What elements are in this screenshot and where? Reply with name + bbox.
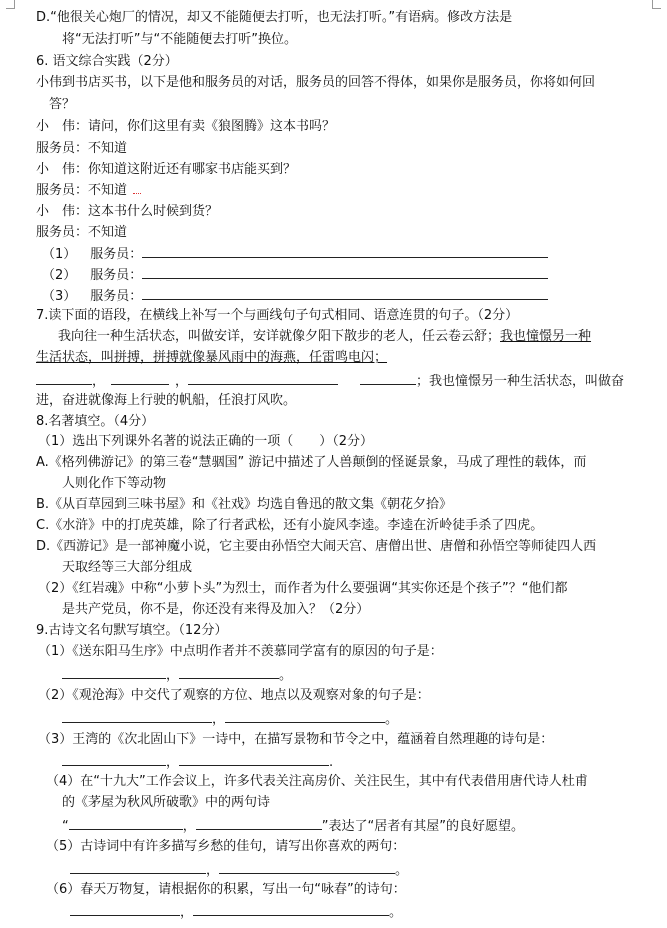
poem-blank[interactable] bbox=[70, 859, 206, 874]
comma: ， bbox=[166, 668, 180, 683]
q6-intro-text1: 小伟到书店买书，以下是他和服务员的对话，服务员的回答不得体，如果你是服务员，你将如何回 bbox=[36, 75, 596, 90]
dialog-text: 服务员：不知道 bbox=[36, 141, 128, 156]
q8-sub2-line1 bbox=[38, 579, 567, 599]
q9-sub-text: （1）《送东阳马生序》中点明作者并不羡慕同学富有的原因的句子是： bbox=[38, 644, 443, 659]
q9-sub5 bbox=[46, 837, 405, 857]
answer-label: 服务员： bbox=[90, 289, 143, 304]
poem-blank[interactable] bbox=[70, 901, 180, 916]
q6-answer-row bbox=[42, 243, 548, 265]
dialog-text: 小 伟：请问，你们这里有卖《狼图腾》这本书吗？ bbox=[36, 119, 336, 134]
period: 。 bbox=[279, 668, 293, 683]
dialog-line bbox=[36, 202, 218, 222]
separator: ， bbox=[175, 374, 189, 389]
quote-open: “ bbox=[62, 819, 69, 834]
q5-option-d-text1: D.“他很关心炮厂的情况，却又不能随便去打听，也无法打听。”有语病。修改方法是 bbox=[36, 10, 513, 25]
comma: ， bbox=[212, 712, 226, 727]
passage-text: 进，奋进就像海上行驶的帆船，任浪打风吹。 bbox=[36, 393, 297, 408]
comma: ， bbox=[180, 905, 194, 920]
q9-sub2-blanks bbox=[62, 708, 398, 730]
poem-blank[interactable] bbox=[69, 815, 183, 830]
q9-sub-text: （2）《观沧海》中交代了观察的方位、地点以及观察对象的句子是： bbox=[38, 688, 430, 703]
q7-passage-line2 bbox=[36, 348, 387, 368]
q7-passage-line3 bbox=[36, 370, 624, 392]
period: 。 bbox=[389, 905, 403, 920]
dialog-text: 服务员：不知道 bbox=[36, 225, 128, 240]
fill-blank[interactable] bbox=[111, 370, 169, 385]
poem-blank[interactable] bbox=[219, 859, 395, 874]
poem-blank[interactable] bbox=[196, 815, 322, 830]
dialog-line bbox=[36, 117, 335, 137]
q9-sub-text: 的《茅屋为秋风所破歌》中的两句诗 bbox=[62, 795, 271, 810]
q9-sub4-line3 bbox=[62, 815, 524, 837]
answer-label: 服务员： bbox=[90, 268, 143, 283]
q9-sub4-line1 bbox=[46, 772, 588, 792]
answer-number: （1） bbox=[42, 247, 77, 262]
dialog-line bbox=[36, 160, 296, 180]
poem-blank[interactable] bbox=[179, 751, 329, 766]
q8-option-a-line1 bbox=[36, 453, 586, 473]
q8-option-d-line2 bbox=[62, 558, 192, 578]
dialog-line bbox=[36, 139, 127, 159]
q5-option-d-text2: 将“无法打听”与“不能随便去打听”换位。 bbox=[62, 32, 297, 47]
poem-blank[interactable] bbox=[193, 901, 389, 916]
period: 。 bbox=[385, 712, 399, 727]
q5-option-d-line1 bbox=[36, 8, 512, 28]
option-text: 天取经等三大部分组成 bbox=[62, 560, 193, 575]
poem-blank[interactable] bbox=[225, 708, 385, 723]
q9-sub5-blanks bbox=[70, 859, 408, 881]
answer-number: （3） bbox=[42, 289, 77, 304]
answer-label: 服务员： bbox=[90, 247, 143, 262]
q9-sub3-blanks bbox=[62, 751, 333, 773]
q8-sub2-line2 bbox=[62, 600, 369, 620]
q7-title bbox=[36, 306, 518, 326]
q9-sub4-line2 bbox=[62, 793, 270, 813]
separator: ， bbox=[92, 374, 106, 389]
q9-sub-text: （4）在“十九大”工作会议上，许多代表关注高房价、关注民生，其中有代表借用唐代诗人杜甫 bbox=[46, 774, 588, 789]
page-corner-mark-left bbox=[6, 0, 15, 9]
poem-blank[interactable] bbox=[62, 708, 212, 723]
poem-blank[interactable] bbox=[179, 664, 279, 679]
q9-sub2 bbox=[38, 686, 430, 706]
dialog-text: 小 伟：这本书什么时候到货？ bbox=[36, 204, 219, 219]
q9-sub-text: （6）春天万物复，请根据你的积累，写出一句“咏春”的诗句： bbox=[46, 882, 406, 897]
q9-sub6-blanks bbox=[70, 901, 402, 923]
q6-answer-row bbox=[42, 285, 548, 307]
q9-sub4-tail: ”表达了“居者有其屋”的良好愿望。 bbox=[321, 819, 524, 834]
q6-intro-line2 bbox=[49, 95, 75, 115]
option-text: 人则化作下等动物 bbox=[62, 476, 167, 491]
comma: ， bbox=[182, 819, 196, 834]
q8-option-a-line2 bbox=[62, 474, 166, 494]
q9-sub1-blanks bbox=[62, 664, 292, 686]
q6-intro-line1 bbox=[36, 73, 595, 93]
fill-blank[interactable] bbox=[36, 370, 92, 385]
q8-sub2-text: 是共产党员，你不是，你还没有来得及加入？（2分） bbox=[62, 602, 370, 617]
q8-sub1 bbox=[38, 432, 373, 452]
answer-blank-1[interactable] bbox=[142, 243, 548, 258]
q9-sub-text: （5）古诗词中有许多描写乡愁的佳句，请写出你喜欢的两句： bbox=[46, 839, 406, 854]
fill-blank[interactable] bbox=[188, 370, 338, 385]
spellcheck-squiggle bbox=[133, 189, 141, 194]
q7-passage-line4 bbox=[36, 391, 296, 411]
q8-option-d-line1 bbox=[36, 537, 596, 557]
q7-passage-line1 bbox=[58, 327, 591, 347]
fill-blank[interactable] bbox=[360, 370, 416, 385]
dot: . bbox=[329, 755, 334, 770]
separator: ；我也憧憬另一种生活状态，叫做奋 bbox=[416, 374, 625, 389]
q6-title bbox=[36, 52, 178, 72]
dialog-text: 小 伟：你知道这附近还有哪家书店能买到？ bbox=[36, 162, 297, 177]
q9-title bbox=[36, 621, 227, 641]
dialog-line bbox=[36, 223, 127, 243]
q9-title-text: 9.古诗文名句默写填空。（12分） bbox=[36, 623, 228, 638]
q9-sub1 bbox=[38, 642, 443, 662]
option-text: B.《从百草园到三味书屋》和《社戏》均选自鲁迅的散文集《朝花夕拾》 bbox=[36, 497, 453, 512]
poem-blank[interactable] bbox=[62, 751, 166, 766]
q8-sub2-text: （2）《红岩魂》中称“小萝卜头”为烈士，而作者为什么要强调“其实你还是个孩子”？“他们都 bbox=[38, 581, 568, 596]
comma: ， bbox=[166, 755, 180, 770]
dialog-line bbox=[36, 181, 141, 201]
poem-blank[interactable] bbox=[62, 664, 166, 679]
dialog-text: 服务员：不知道 bbox=[36, 183, 128, 198]
option-text: C.《水浒》中的打虎英雄，除了行者武松，还有小旋风李逵。李逵在沂岭徒手杀了四虎。 bbox=[36, 518, 544, 533]
period: 。 bbox=[395, 863, 409, 878]
comma: ， bbox=[206, 863, 220, 878]
answer-number: （2） bbox=[42, 268, 77, 283]
q7-title-text: 7.读下面的语段，在横线上补写一个与画线句子句式相同、语意连贯的句子。（2分） bbox=[36, 308, 519, 323]
q8-title bbox=[36, 412, 154, 432]
option-text: A.《格列佛游记》的第三卷“慧骃国” 游记中描述了人兽颠倒的怪诞景象，马成了理性的载体，而 bbox=[36, 455, 587, 470]
page-corner-mark-right bbox=[652, 0, 661, 9]
q9-sub3 bbox=[38, 730, 553, 750]
q9-sub6 bbox=[46, 880, 406, 900]
q8-sub1-text: （1）选出下列课外名著的说法正确的一项（ ）（2分） bbox=[38, 434, 374, 449]
underlined-sentence: 生活状态，叫拼搏，拼搏就像暴风雨中的海燕，任雷鸣电闪； bbox=[36, 350, 388, 365]
q9-sub-text: （3）王湾的《次北固山下》一诗中，在描写景物和节令之中，蕴涵着自然理趣的诗句是： bbox=[38, 732, 554, 747]
q6-title-text: 6. 语文综合实践（2分） bbox=[36, 54, 178, 69]
answer-blank-3[interactable] bbox=[142, 285, 548, 300]
q8-option-c bbox=[36, 516, 543, 536]
answer-blank-2[interactable] bbox=[142, 264, 548, 279]
q6-answer-row bbox=[42, 264, 548, 286]
q6-intro-text2: 答？ bbox=[49, 97, 76, 112]
q8-option-b bbox=[36, 495, 452, 515]
q5-option-d-line2 bbox=[62, 30, 297, 50]
underlined-sentence: 我也憧憬另一种 bbox=[500, 329, 592, 344]
q8-title-text: 8.名著填空。（4分） bbox=[36, 414, 155, 429]
option-text: D.《西游记》是一部神魔小说，它主要由孙悟空大闹天宫、唐僧出世、唐僧和孙悟空等师徒四人西 bbox=[36, 539, 597, 554]
passage-text: 我向往一种生活状态，叫做安详，安详就像夕阳下散步的老人，任云卷云舒； bbox=[58, 329, 501, 344]
